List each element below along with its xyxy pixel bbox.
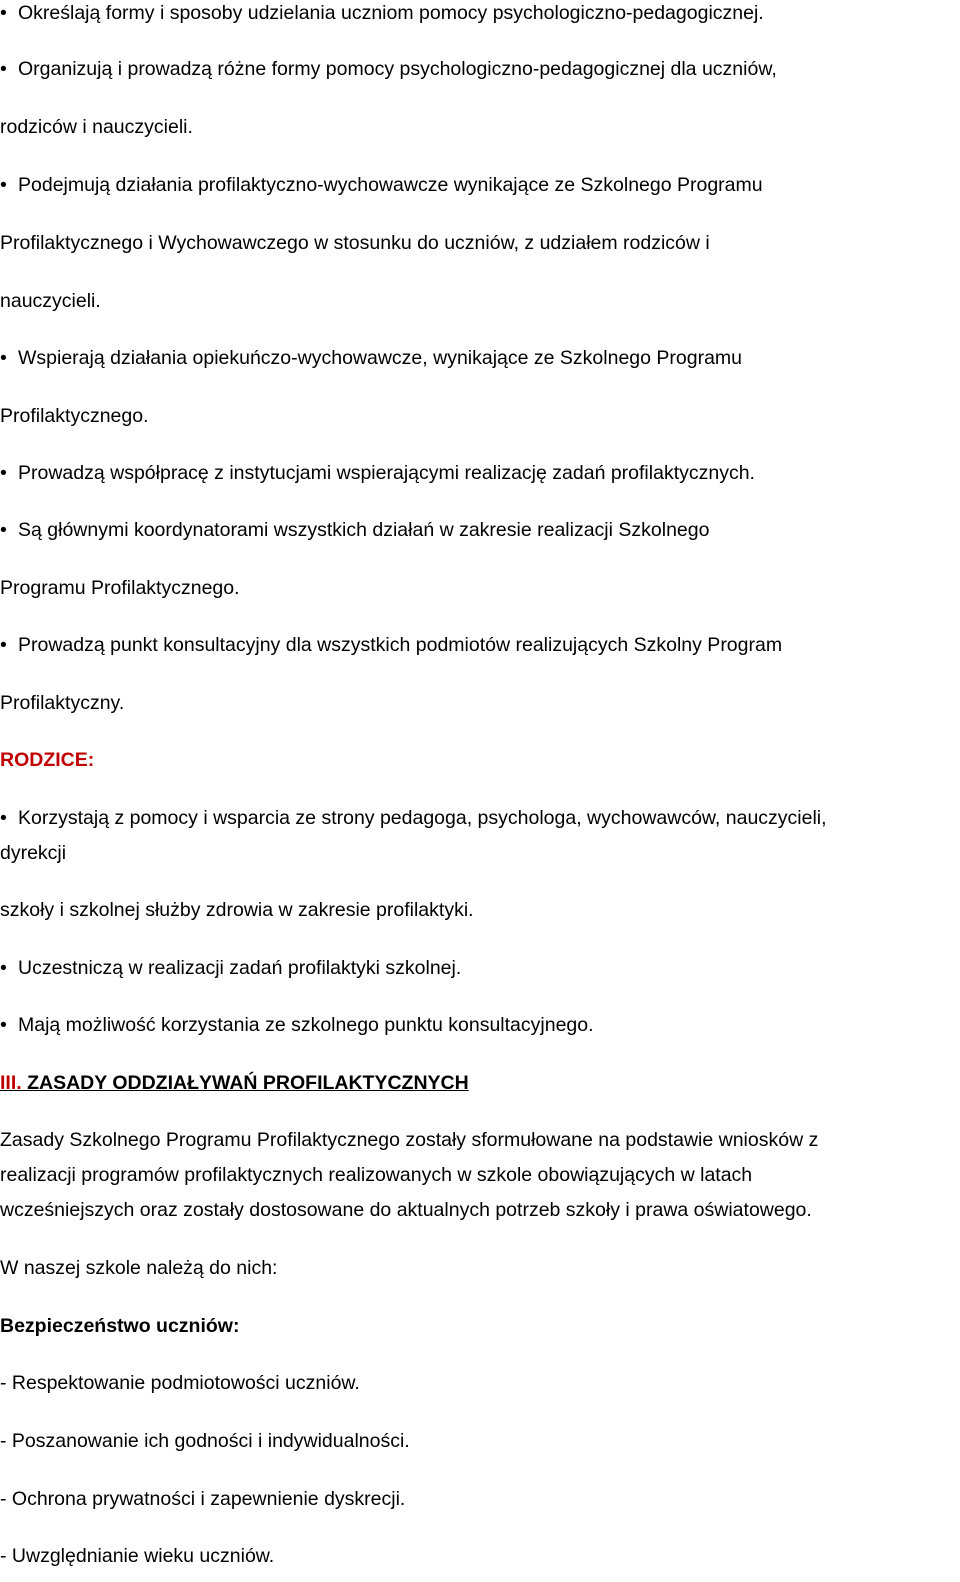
parents-bullet-3 <box>0 1012 594 1038</box>
staff-bullet-7-continuation: Profilaktyczny. <box>0 692 125 714</box>
staff-bullet-7-text: Prowadzą punkt konsultacyjny dla wszystkich podmiotów realizujących Szkolny Program <box>18 634 783 656</box>
bullet-mark: • <box>0 58 7 80</box>
bullet-mark: • <box>0 807 7 829</box>
parents-heading: RODZICE: <box>0 749 95 771</box>
safety-item-2: - Poszanowanie ich godności i indywidualności. <box>0 1430 410 1452</box>
staff-bullet-1 <box>0 0 764 26</box>
safety-item-4: - Uwzględnianie wieku uczniów. <box>0 1545 275 1567</box>
safety-item-3: - Ochrona prywatności i zapewnienie dyskrecji. <box>0 1488 406 1510</box>
parents-bullet-1-text: Korzystają z pomocy i wsparcia ze strony pedagoga, psychologa, wychowawców, nauczycieli, <box>18 807 827 829</box>
parents-bullet-1 <box>0 805 827 831</box>
bullet-mark: • <box>0 174 7 196</box>
section-3-heading <box>0 1070 469 1096</box>
parents-bullet-2 <box>0 955 461 981</box>
staff-bullet-1-text: Określają formy i sposoby udzielania uczniom pomocy psychologiczno-pedagogicznej. <box>18 2 764 24</box>
safety-subheading: Bezpieczeństwo uczniów: <box>0 1315 240 1337</box>
section-3-paragraph-line-2: realizacji programów profilaktycznych realizowanych w szkole obowiązujących w latach <box>0 1164 753 1186</box>
staff-bullet-3 <box>0 172 763 198</box>
bullet-mark: • <box>0 2 7 24</box>
staff-bullet-4 <box>0 345 742 371</box>
staff-bullet-5 <box>0 460 755 486</box>
staff-bullet-3-continuation-2: nauczycieli. <box>0 290 101 312</box>
staff-bullet-5-text: Prowadzą współpracę z instytucjami wspierającymi realizację zadań profilaktycznych. <box>18 462 755 484</box>
bullet-mark: • <box>0 462 7 484</box>
section-3-paragraph-line-3: wcześniejszych oraz zostały dostosowane do aktualnych potrzeb szkoły i prawa oświatowego. <box>0 1199 812 1221</box>
bullet-mark: • <box>0 519 7 541</box>
section-3-paragraph-line-1: Zasady Szkolnego Programu Profilaktycznego zostały sformułowane na podstawie wniosków z <box>0 1129 819 1151</box>
staff-bullet-2-continuation: rodziców i nauczycieli. <box>0 116 193 138</box>
section-3-title: ZASADY ODDZIAŁYWAŃ PROFILAKTYCZNYCH <box>21 1072 469 1094</box>
bullet-mark: • <box>0 1014 7 1036</box>
staff-bullet-4-continuation: Profilaktycznego. <box>0 405 149 427</box>
staff-bullet-6 <box>0 517 709 543</box>
bullet-mark: • <box>0 634 7 656</box>
bullet-mark: • <box>0 347 7 369</box>
staff-bullet-2-text: Organizują i prowadzą różne formy pomocy psychologiczno-pedagogicznej dla uczniów, <box>18 58 777 80</box>
staff-bullet-3-continuation-1: Profilaktycznego i Wychowawczego w stosunku do uczniów, z udziałem rodziców i <box>0 232 710 254</box>
parents-bullet-1-continuation-1: dyrekcji <box>0 842 67 864</box>
parents-bullet-3-text: Mają możliwość korzystania ze szkolnego punktu konsultacyjnego. <box>18 1014 594 1036</box>
staff-bullet-2 <box>0 56 777 82</box>
parents-bullet-2-text: Uczestniczą w realizacji zadań profilaktyki szkolnej. <box>18 957 462 979</box>
staff-bullet-6-text: Są głównymi koordynatorami wszystkich działań w zakresie realizacji Szkolnego <box>18 519 710 541</box>
staff-bullet-6-continuation: Programu Profilaktycznego. <box>0 577 240 599</box>
staff-bullet-3-text: Podejmują działania profilaktyczno-wychowawcze wynikające ze Szkolnego Programu <box>18 174 763 196</box>
staff-bullet-4-text: Wspierają działania opiekuńczo-wychowawcze, wynikające ze Szkolnego Programu <box>18 347 743 369</box>
section-3-intro: W naszej szkole należą do nich: <box>0 1257 278 1279</box>
parents-bullet-1-continuation-2: szkoły i szkolnej służby zdrowia w zakresie profilaktyki. <box>0 899 474 921</box>
section-3-number: III. <box>0 1072 22 1094</box>
bullet-mark: • <box>0 957 7 979</box>
staff-bullet-7 <box>0 632 782 658</box>
safety-item-1: - Respektowanie podmiotowości uczniów. <box>0 1372 360 1394</box>
